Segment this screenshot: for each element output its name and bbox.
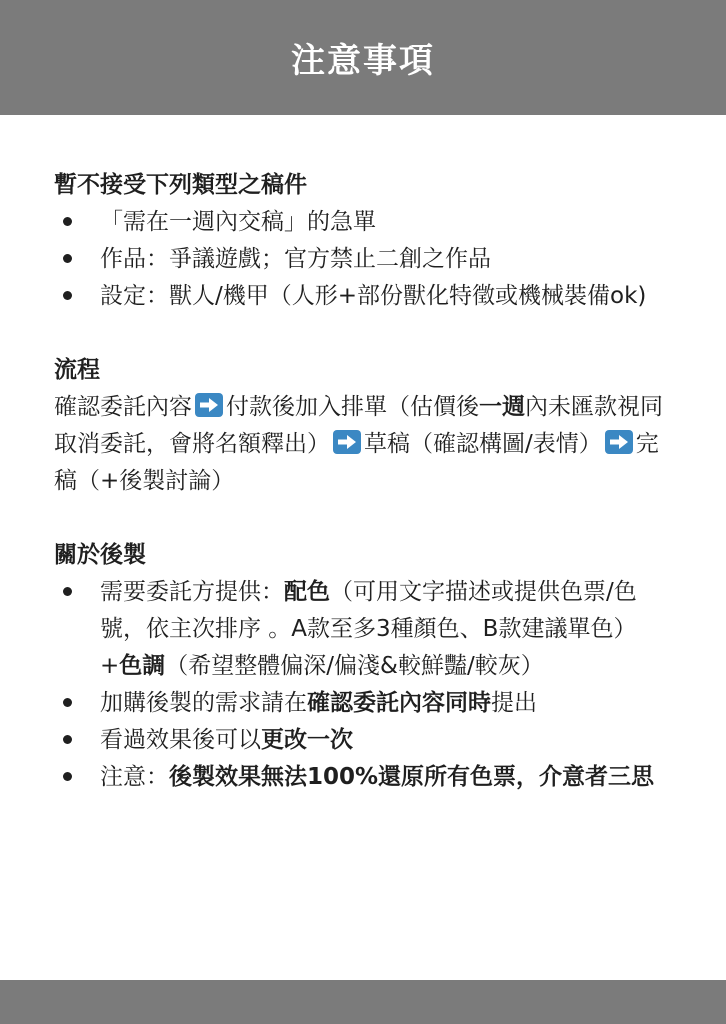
footer-bar <box>0 980 726 1024</box>
list-item: 設定：獸人/機甲（人形+部份獸化特徵或機械裝備ok) <box>54 278 666 315</box>
item-text: （可用文字描述或提供色票/色號，依主次排序 。A款至多3種顏色、B款建議單色）+ <box>100 579 637 679</box>
page-title: 注意事項 <box>291 41 435 81</box>
item-text: 需要委託方提供： <box>100 579 284 605</box>
section-spacer <box>54 315 666 352</box>
list-item: 「需在一週內交稿」的急單 <box>54 204 666 241</box>
right-arrow-icon <box>194 392 224 418</box>
not-accepted-list <box>54 204 666 315</box>
payment-deadline: 一週 <box>479 394 525 420</box>
process-steps <box>54 389 666 500</box>
list-item <box>54 685 666 722</box>
process-step-final: 完稿（+後製討論） <box>54 431 659 494</box>
item-emphasis: 確認委託內容同時 <box>307 690 491 716</box>
item-text: 加購後製的需求請在 <box>100 690 307 716</box>
item-emphasis: 色調 <box>119 653 166 679</box>
section-spacer <box>54 500 666 537</box>
process-step-confirm: 確認委託內容 <box>54 394 192 420</box>
process-step-payment: 付款後加入排單（估價後 <box>226 394 479 420</box>
list-item <box>54 759 666 796</box>
item-emphasis: 後製效果無法100%還原所有色票，介意者三思 <box>169 764 655 790</box>
section-title-not-accepted: 暫不接受下列類型之稿件 <box>54 172 307 198</box>
right-arrow-icon <box>604 429 634 455</box>
list-item <box>54 722 666 759</box>
section-title-process: 流程 <box>54 357 100 383</box>
item-text: 注意： <box>100 764 169 790</box>
notice-content <box>54 167 666 796</box>
process-step-draft: 草稿（確認構圖/表情） <box>364 431 602 457</box>
post-processing-list <box>54 574 666 796</box>
section-title-post-processing: 關於後製 <box>54 542 146 568</box>
item-emphasis: 配色 <box>284 579 330 605</box>
list-item <box>54 574 666 685</box>
header-bar <box>0 0 726 115</box>
item-text: 看過效果後可以 <box>100 727 261 753</box>
list-item: 作品：爭議遊戲；官方禁止二創之作品 <box>54 241 666 278</box>
item-text: （希望整體偏深/偏淺&較鮮豔/較灰） <box>165 653 544 679</box>
process-step-payment-note: 內未匯款視同取消委託，會將名額釋出） <box>54 394 663 457</box>
right-arrow-icon <box>332 429 362 455</box>
item-text: 提出 <box>491 690 537 716</box>
item-emphasis: 更改一次 <box>261 727 353 753</box>
